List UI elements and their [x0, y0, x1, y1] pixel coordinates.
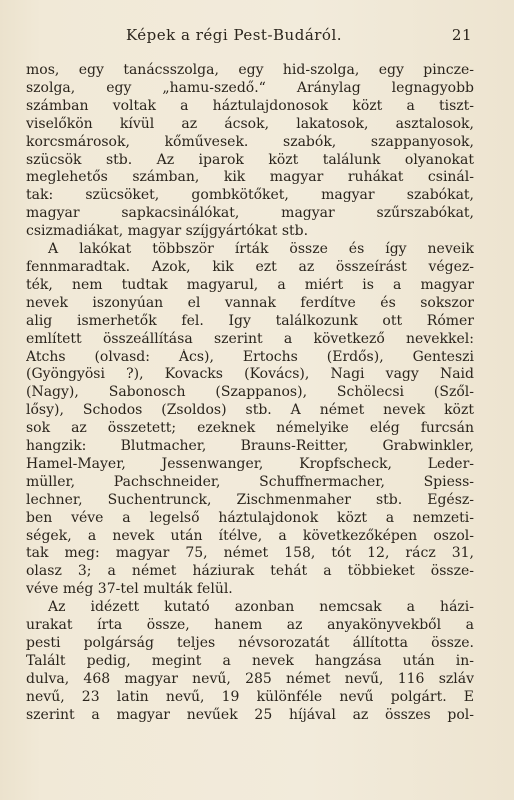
text-line: Talált pedig, megint a nevek hangzása után in-: [26, 652, 474, 669]
text-line: szerint a magyar nevűek 25 híjával az összes pol-: [26, 706, 474, 723]
text-line: hangzik: Blutmacher, Brauns-Reitter, Grabwinkler,: [26, 438, 474, 455]
text-line: ben véve a legelső háztulajdonok közt a nemzeti-: [26, 509, 474, 526]
text-line: nevek iszonyúan el vannak ferdítve és sokszor: [26, 294, 474, 311]
text-line: Az idézett kutató azonban nemcsak a házi-: [48, 599, 474, 616]
text-line: lősy), Schodos (Zsoldos) stb. A német nevek közt: [26, 402, 474, 419]
page-number: 21: [451, 26, 472, 44]
text-line: ségek, a nevek után ítélve, a következőképen oszol-: [26, 527, 474, 544]
text-line: urakat írta össze, hanem az anyakönyvekből a: [26, 617, 474, 634]
text-line: sok az összetett; ezeknek némelyike elég furcsán: [26, 420, 474, 437]
text-line: Hamel-Mayer, Jessenwanger, Kropfscheck, Leder-: [26, 455, 474, 472]
running-title: Képek a régi Pest-Budáról.: [126, 26, 343, 44]
text-line: olasz 3; a német háziurak tehát a többieket össze-: [26, 563, 474, 580]
text-line: dulva, 468 magyar nevű, 285 német nevű, 116 szláv: [26, 670, 474, 687]
text-line: (Gyöngyösi ?), Kovacks (Kovács), Nagi vagy Naid: [26, 366, 474, 383]
text-line: (Nagy), Sabonosch (Szappanos), Schölecsi (Szől-: [26, 384, 474, 401]
text-line: szolga, egy „hamu-szedő.“ Aránylag legnagyobb: [26, 79, 474, 96]
text-line: véve még 37-tel multák felül.: [26, 581, 233, 598]
text-line: szücsök stb. Az iparok közt találunk olyanokat: [26, 151, 474, 168]
text-line: tak: szücsöket, gombkötőket, magyar szabókat,: [26, 187, 474, 204]
text-line: tak meg: magyar 75, német 158, tót 12, rácz 31,: [26, 545, 474, 562]
text-line: fennmaradtak. Azok, kik ezt az összeírást végez-: [26, 258, 474, 275]
text-line: Atchs (olvasd: Ács), Ertochs (Erdős), Genteszi: [26, 348, 474, 365]
text-line: korcsmárosok, kőművesek. szabók, szappanyosok,: [26, 133, 474, 150]
text-line: A lakókat többször írták össze és így neveik: [48, 241, 474, 258]
text-line: nevű, 23 latin nevű, 19 különféle nevű polgárt. E: [26, 688, 474, 705]
text-line: alig ismerhetők fel. Igy találkozunk ott Rómer: [26, 312, 474, 329]
text-line: magyar sapkacsinálókat, magyar szűrszabókat,: [26, 205, 474, 222]
running-head: [26, 26, 474, 50]
text-line: meglehetős számban, kik magyar ruhákat csinál-: [26, 169, 474, 186]
text-line: lechner, Suchentrunck, Zischmenmaher stb. Egész-: [26, 491, 474, 508]
text-line: pesti polgárság teljes névsorozatát állította össze.: [26, 635, 474, 651]
text-line: ték, nem tudtak magyarul, a miért is a magyar: [26, 276, 474, 293]
body-text: [26, 62, 474, 725]
text-line: viselőkön kívül az ácsok, lakatosok, asztalosok,: [26, 115, 474, 132]
text-line: említett összeállítása szerint a következő nevekkel:: [26, 330, 474, 347]
text-line: müller, Pachschneider, Schuffnermacher, Spiess-: [26, 473, 474, 490]
text-line: csizmadiákat, magyar szíjgyártókat stb.: [26, 223, 309, 240]
text-line: mos, egy tanácsszolga, egy hid-szolga, egy pincze-: [26, 62, 474, 78]
text-line: számban voltak a háztulajdonosok közt a tiszt-: [26, 97, 474, 114]
